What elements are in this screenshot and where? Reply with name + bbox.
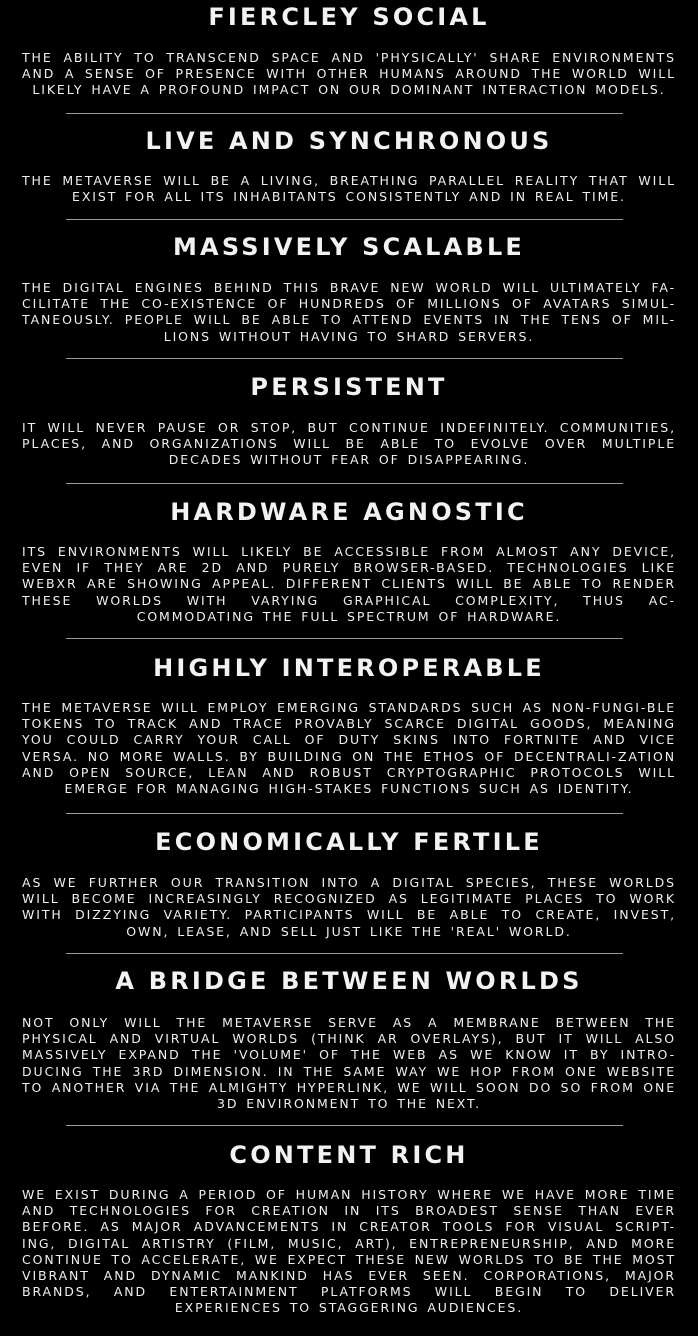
section-body: THE METAVERSE WILL EMPLOY EMERGING STANDARDS SUCH AS NON-FUNGI-BLE TOKENS TO TRACK AND TRACE PROVABLY SCARCE DIGITAL GOODS, MEANING YOU COULD CARRY YOUR CALL OF DUTY SKINS INTO FORTNITE AND VICE VERSA. NO MORE WALLS. BY BUILDING ON THE ETHOS OF DECENTRALI-ZATION AND OPEN SOURCE, LEAN AND ROBUST CRYPTOGRAPHIC PROTOCOLS WILL EMERGE FOR MANAGING HIGH-STAKES FUNCTIONS SUCH AS IDENTITY. [22,700,676,797]
section-divider [66,113,623,114]
section-divider [66,1125,623,1126]
section-body: THE DIGITAL ENGINES BEHIND THIS BRAVE NEW WORLD WILL ULTIMATELY FA-CILITATE THE CO-EXISTENCE OF HUNDREDS OF MILLIONS OF AVATARS SIMUL-TANEOUSLY. PEOPLE WILL BE ABLE TO ATTEND EVENTS IN THE TENS OF MIL-LIONS WITHOUT HAVING TO SHARD SERVERS. [22,280,676,344]
section-title: FIERCLEY SOCIAL [208,3,490,31]
section-body: NOT ONLY WILL THE METAVERSE SERVE AS A MEMBRANE BETWEEN THE PHYSICAL AND VIRTUAL WORLDS (THINK AR OVERLAYS), BUT IT WILL ALSO MASSIVELY EXPAND THE 'VOLUME' OF THE WEB AS WE KNOW IT BY INTRO-DUCING THE 3RD DIMENSION. IN THE SAME WAY WE HOP FROM ONE WEBSITE TO ANOTHER VIA THE ALMIGHTY HYPERLINK, WE WILL SOON DO SO FROM ONE 3D ENVIRONMENT TO THE NEXT. [22,1015,676,1112]
section-body: WE EXIST DURING A PERIOD OF HUMAN HISTORY WHERE WE HAVE MORE TIME AND TECHNOLOGIES FOR CREATION IN ITS BROADEST SENSE THAN EVER BEFORE. AS MAJOR ADVANCEMENTS IN CREATOR TOOLS FOR VISUAL SCRIPT-ING, DIGITAL ARTISTRY (FILM, MUSIC, ART), ENTREPRENEURSHIP, AND MORE CONTINUE TO ACCELERATE, WE EXPECT THESE NEW WORLDS TO BE THE MOST VIBRANT AND DYNAMIC MANKIND HAS EVER SEEN. CORPORATIONS, MAJOR BRANDS, AND ENTERTAINMENT PLATFORMS WILL BEGIN TO DELIVER EXPERIENCES TO STAGGERING AUDIENCES. [22,1187,676,1316]
section-title: ECONOMICALLY FERTILE [155,828,543,856]
section-title: LIVE AND SYNCHRONOUS [145,127,553,155]
section-body: THE METAVERSE WILL BE A LIVING, BREATHING PARALLEL REALITY THAT WILL EXIST FOR ALL ITS INHABITANTS CONSISTENTLY AND IN REAL TIME. [22,173,676,205]
section-divider [66,638,623,639]
section-title: CONTENT RICH [229,1141,469,1169]
section-body: IT WILL NEVER PAUSE OR STOP, BUT CONTINUE INDEFINITELY. COMMUNITIES, PLACES, AND ORGANIZATIONS WILL BE ABLE TO EVOLVE OVER MULTIPLE DECADES WITHOUT FEAR OF DISAPPEARING. [22,420,676,468]
section-divider [66,483,623,484]
section-title: MASSIVELY SCALABLE [172,233,526,261]
section-body: ITS ENVIRONMENTS WILL LIKELY BE ACCESSIBLE FROM ALMOST ANY DEVICE, EVEN IF THEY ARE 2D AND PURELY BROWSER-BASED. TECHNOLOGIES LIKE WEBXR ARE SHOWING APPEAL. DIFFERENT CLIENTS WILL BE ABLE TO RENDER THESE WORLDS WITH VARYING GRAPHICAL COMPLEXITY, THUS AC-COMMODATING THE FULL SPECTRUM OF HARDWARE. [22,544,676,624]
section-divider [66,953,623,954]
section-divider [66,358,623,359]
section-body: AS WE FURTHER OUR TRANSITION INTO A DIGITAL SPECIES, THESE WORLDS WILL BECOME INCREASINGLY RECOGNIZED AS LEGITIMATE PLACES TO WORK WITH DIZZYING VARIETY. PARTICIPANTS WILL BE ABLE TO CREATE, INVEST, OWN, LEASE, AND SELL JUST LIKE THE 'REAL' WORLD. [22,875,676,939]
section-title: PERSISTENT [250,373,448,401]
section-body: THE ABILITY TO TRANSCEND SPACE AND 'PHYSICALLY' SHARE ENVIRONMENTS AND A SENSE OF PRESENCE WITH OTHER HUMANS AROUND THE WORLD WILL LIKELY HAVE A PROFOUND IMPACT ON OUR DOMINANT INTERACTION MODELS. [22,50,676,98]
section-title: HARDWARE AGNOSTIC [170,498,528,526]
section-divider [66,219,623,220]
section-title: HIGHLY INTEROPERABLE [153,654,545,682]
section-title: A BRIDGE BETWEEN WORLDS [115,967,583,995]
section-divider [66,813,623,814]
